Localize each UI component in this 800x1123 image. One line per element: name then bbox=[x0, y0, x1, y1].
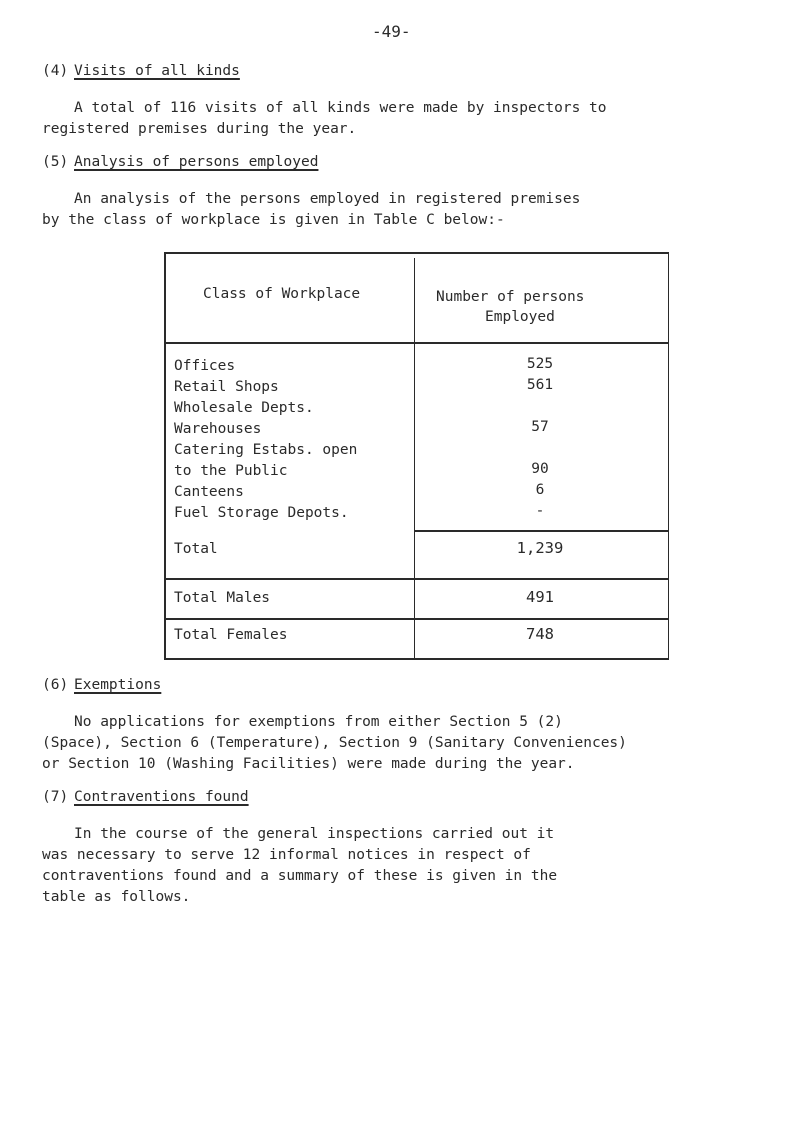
section-4-line-1: A total of 116 visits of all kinds were made by inspectors to bbox=[74, 100, 607, 116]
total-males-label: Total Males bbox=[174, 590, 271, 606]
table-left-rule bbox=[164, 252, 166, 660]
section-5-line-2: by the class of workplace is given in Table C below:- bbox=[42, 212, 505, 228]
section-6-line-2: (Space), Section 6 (Temperature), Section 9 (Sanitary Conveniences) bbox=[42, 735, 627, 751]
row-value-offices: 525 bbox=[526, 356, 554, 372]
row-value-fuel-storage: - bbox=[535, 503, 545, 519]
section-5-number: (5) bbox=[42, 154, 69, 170]
row-label-warehouses: Warehouses bbox=[174, 421, 262, 437]
row-label-public: to the Public bbox=[174, 463, 288, 479]
males-divider bbox=[164, 618, 668, 620]
row-value-canteens: 6 bbox=[535, 482, 545, 498]
row-value-warehouses: 57 bbox=[531, 419, 549, 435]
section-5-heading: Analysis of persons employed bbox=[74, 154, 319, 170]
section-7-number: (7) bbox=[42, 789, 69, 805]
total-value: 1,239 bbox=[516, 539, 564, 557]
section-5-line-1: An analysis of the persons employed in registered premises bbox=[74, 191, 581, 207]
row-label-offices: Offices bbox=[174, 358, 236, 374]
total-males-value: 491 bbox=[526, 588, 554, 606]
total-females-label: Total Females bbox=[174, 627, 288, 643]
row-label-wholesale: Wholesale Depts. bbox=[174, 400, 314, 416]
section-7-line-2: was necessary to serve 12 informal notices in respect of bbox=[42, 847, 531, 863]
row-label-retail-shops: Retail Shops bbox=[174, 379, 279, 395]
column-header-number: Number of persons bbox=[436, 289, 585, 305]
row-label-catering: Catering Estabs. open bbox=[174, 442, 358, 458]
section-7-line-1: In the course of the general inspections carried out it bbox=[74, 826, 555, 842]
table-column-divider bbox=[414, 258, 415, 660]
section-6-heading: Exemptions bbox=[74, 677, 162, 693]
header-divider bbox=[164, 342, 668, 344]
row-label-fuel-storage: Fuel Storage Depots. bbox=[174, 505, 349, 521]
row-label-canteens: Canteens bbox=[174, 484, 244, 500]
total-divider bbox=[164, 578, 668, 580]
table-bottom-rule bbox=[164, 658, 668, 660]
section-7-line-3: contraventions found and a summary of these is given in the bbox=[42, 868, 558, 884]
column-header-employed: Employed bbox=[485, 309, 555, 325]
total-females-value: 748 bbox=[526, 625, 554, 643]
table-top-rule bbox=[164, 252, 668, 254]
total-value-rule bbox=[414, 530, 668, 532]
section-4-number: (4) bbox=[42, 63, 69, 79]
row-value-public: 90 bbox=[531, 461, 549, 477]
column-header-class: Class of Workplace bbox=[203, 286, 361, 302]
page-number: -49- bbox=[372, 22, 411, 41]
section-7-line-4: table as follows. bbox=[42, 889, 191, 905]
section-7-heading: Contraventions found bbox=[74, 789, 249, 805]
row-value-retail-shops: 561 bbox=[526, 377, 554, 393]
total-label: Total bbox=[174, 541, 218, 557]
section-4-line-2: registered premises during the year. bbox=[42, 121, 357, 137]
section-4-heading: Visits of all kinds bbox=[74, 63, 240, 79]
section-6-line-3: or Section 10 (Washing Facilities) were made during the year. bbox=[42, 756, 575, 772]
section-6-line-1: No applications for exemptions from either Section 5 (2) bbox=[74, 714, 563, 730]
table-right-rule bbox=[668, 252, 669, 660]
section-6-number: (6) bbox=[42, 677, 69, 693]
